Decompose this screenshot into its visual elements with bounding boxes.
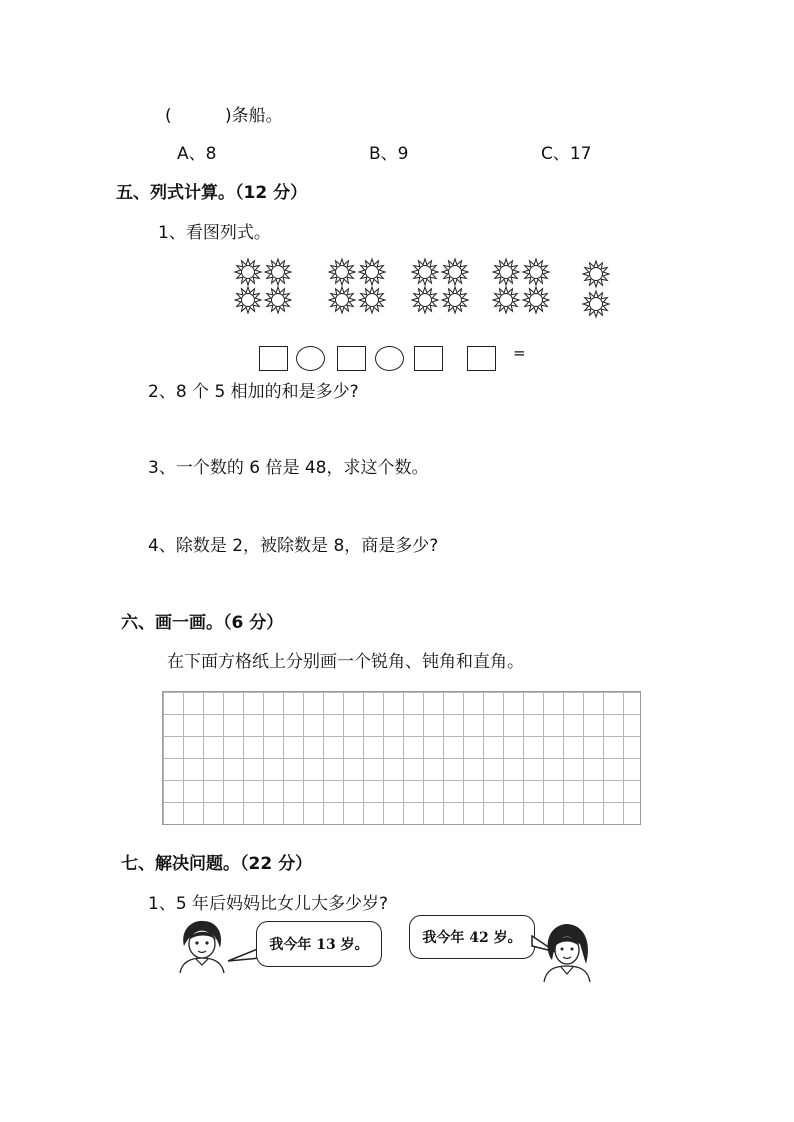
sun-icon — [523, 287, 549, 313]
answer-box-3[interactable] — [414, 346, 443, 371]
option-a: A、8 — [177, 144, 217, 164]
operator-circle-2[interactable] — [375, 346, 404, 371]
sun-icon — [235, 287, 261, 313]
answer-box-4[interactable] — [467, 346, 496, 371]
girl-speech-bubble: 我今年 13 岁。 — [256, 921, 382, 967]
option-b: B、9 — [369, 144, 409, 164]
grid-paper[interactable] — [162, 691, 641, 825]
sun-icon — [235, 259, 261, 285]
sun-icon — [442, 259, 468, 285]
s6-instruction: 在下面方格纸上分别画一个锐角、钝角和直角。 — [167, 652, 524, 672]
s5-q1-label: 1、看图列式。 — [158, 223, 271, 243]
section-5-title: 五、列式计算。（12 分） — [116, 183, 308, 203]
sun-icon — [493, 259, 519, 285]
mom-speech-bubble: 我今年 42 岁。 — [409, 915, 535, 959]
sun-icon — [359, 287, 385, 313]
s5-q2: 2、8 个 5 相加的和是多少? — [148, 382, 359, 402]
answer-box-2[interactable] — [337, 346, 366, 371]
s7-q1: 1、5 年后妈妈比女儿大多少岁? — [148, 894, 389, 914]
sun-icon — [523, 259, 549, 285]
sun-icon — [442, 287, 468, 313]
sun-icon — [265, 287, 291, 313]
option-c: C、17 — [541, 144, 592, 164]
sun-icon — [329, 259, 355, 285]
s5-q3: 3、一个数的 6 倍是 48，求这个数。 — [148, 458, 429, 478]
answer-blank-open: ( — [165, 106, 172, 126]
section-7-title: 七、解决问题。（22 分） — [121, 854, 313, 874]
sun-icon — [493, 287, 519, 313]
answer-box-1[interactable] — [259, 346, 288, 371]
sun-icon — [329, 287, 355, 313]
equals-sign: = — [513, 344, 526, 362]
question-tail-text: )条船。 — [225, 106, 283, 126]
section-6-title: 六、画一画。（6 分） — [121, 613, 284, 633]
sun-picture — [0, 0, 794, 330]
sun-icon — [583, 261, 609, 287]
sun-icon — [583, 291, 609, 317]
sun-icon — [412, 287, 438, 313]
sun-icon — [265, 259, 291, 285]
sun-icon — [412, 259, 438, 285]
sun-icon — [359, 259, 385, 285]
s5-q4: 4、除数是 2，被除数是 8，商是多少? — [148, 536, 439, 556]
mom-figure — [542, 920, 592, 982]
girl-figure — [178, 918, 228, 973]
operator-circle-1[interactable] — [296, 346, 325, 371]
